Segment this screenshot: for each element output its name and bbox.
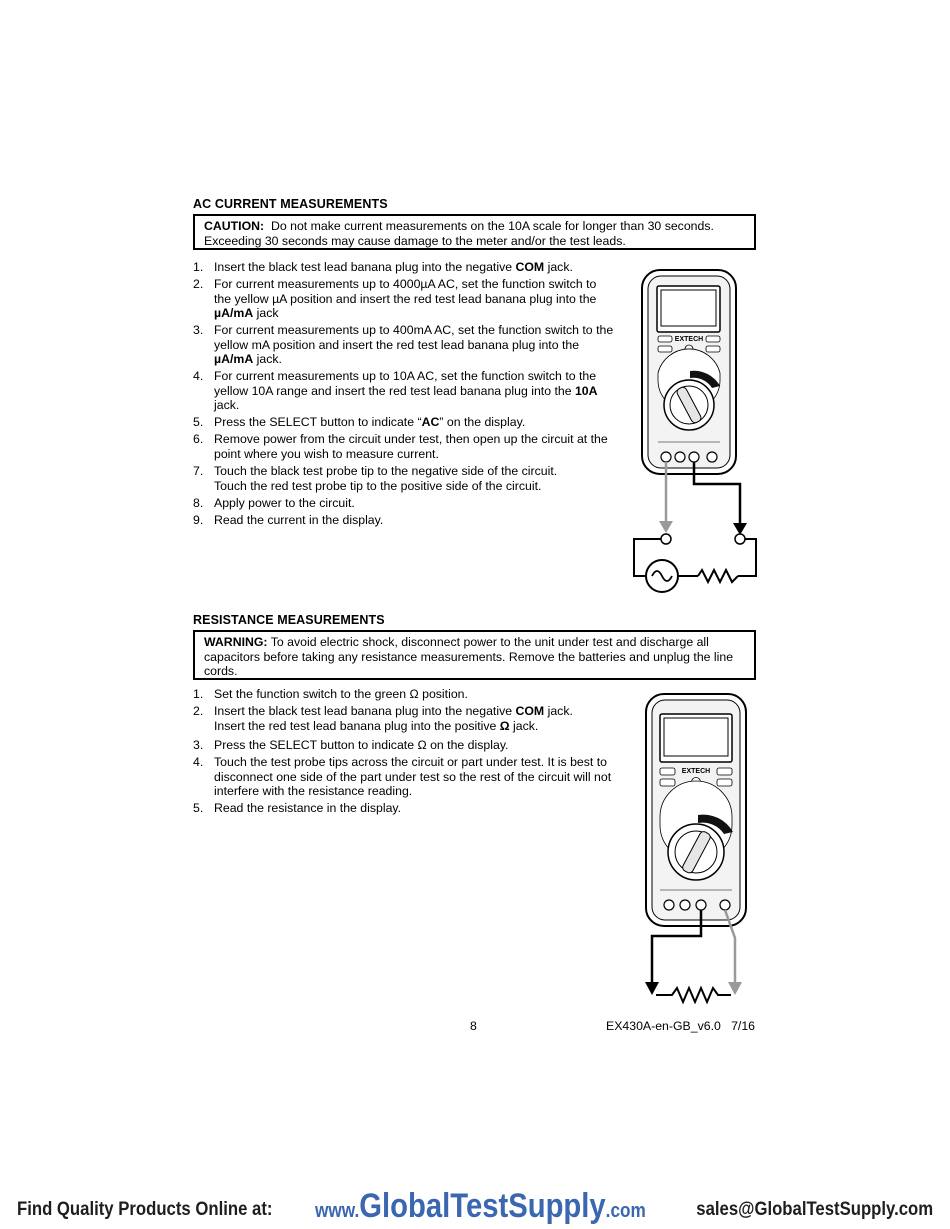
warning-label: WARNING: <box>204 635 268 649</box>
meter-brand-res: EXTECH <box>681 768 711 775</box>
resistor-symbol-res <box>656 988 731 1002</box>
step-number: 1. <box>193 260 204 274</box>
warning-text-3: cords. <box>204 664 238 678</box>
red-probe-arrow-ac <box>659 521 673 533</box>
step-text: Insert the black test lead banana plug into the negative COM jack. <box>214 260 573 274</box>
step-text: Read the resistance in the display. <box>214 801 402 815</box>
ac-meter-diagram <box>628 268 763 596</box>
step-text: Touch the test probe tips across the circuit or part under test. It is best to disconnect one side of the part under test so the rest of the circuit will not interfere with the resistance reading. <box>214 755 612 798</box>
page-number: 8 <box>470 1019 477 1033</box>
step-text: Touch the black test probe tip to the negative side of the circuit. Touch the red test probe tip to the positive side of the circuit. <box>214 464 558 493</box>
step-text: Set the function switch to the green Ω position. <box>214 687 468 701</box>
step-text: For current measurements up to 400mA AC, set the function switch to the yellow mA position and insert the red test lead banana plug into the µA/mA jack. <box>214 323 614 366</box>
step-number: 6. <box>193 432 204 446</box>
meter-brand-ac: EXTECH <box>674 336 704 343</box>
step-number: 1. <box>193 687 204 701</box>
probe-terminal-left <box>661 534 671 544</box>
step-text: Apply power to the circuit. <box>214 496 355 510</box>
resistor-symbol-ac <box>698 570 738 582</box>
ac-caution-box <box>193 214 756 250</box>
res-section-heading: RESISTANCE MEASUREMENTS <box>193 613 385 627</box>
step-text: For current measurements up to 10A AC, set the function switch to the yellow 10A range and insert the red test lead banana plug into the 10A jack. <box>214 369 598 412</box>
step-number: 5. <box>193 801 204 815</box>
black-probe-arrow-ac <box>733 523 747 535</box>
step-number: 2. <box>193 704 204 718</box>
multimeter-body-ac <box>642 270 736 474</box>
step-text: Press the SELECT button to indicate Ω on the display. <box>214 738 509 752</box>
step-number: 7. <box>193 464 204 478</box>
step-number: 8. <box>193 496 204 510</box>
probe-terminal-right <box>735 534 745 544</box>
url-suffix: .com <box>605 1200 646 1222</box>
warning-text-2: capacitors before taking any resistance measurements. Remove the batteries and unplug the line <box>204 649 734 664</box>
caution-text-1: Do not make current measurements on the 10A scale for longer than 30 seconds. <box>270 219 714 233</box>
step-text: Remove power from the circuit under test, then open up the circuit at the point where you wish to measure current. <box>214 432 608 461</box>
step-number: 4. <box>193 369 204 383</box>
step-number: 4. <box>193 755 204 769</box>
step-number: 3. <box>193 738 204 752</box>
caution-text-2: Exceeding 30 seconds may cause damage to the meter and/or the test leads. <box>204 233 626 248</box>
step-text: Insert the black test lead banana plug into the negative COM jack. Insert the red test lead banana plug into the positive Ω jack. <box>214 704 573 733</box>
multimeter-body-res <box>646 694 746 926</box>
caution-line-1 <box>204 219 745 234</box>
res-meter-diagram <box>632 692 762 1004</box>
step-text: Read the current in the display. <box>214 513 384 527</box>
red-probe-arrow-res <box>728 982 742 995</box>
black-probe-arrow-res <box>645 982 659 995</box>
step-text: For current measurements up to 4000µA AC, set the function switch to the yellow µA position and insert the red test lead banana plug into the µA/mA jack <box>214 277 597 320</box>
document-id: EX430A-en-GB_v6.0 7/16 <box>606 1019 756 1033</box>
footer-website-link[interactable] <box>315 1187 646 1226</box>
step-text: Press the SELECT button to indicate “AC” on the display. <box>214 415 526 429</box>
url-prefix: www. <box>315 1200 360 1222</box>
ac-steps-list <box>193 260 633 540</box>
res-warning-box <box>193 630 756 680</box>
step-number: 3. <box>193 323 204 337</box>
ac-section-heading: AC CURRENT MEASUREMENTS <box>193 197 388 211</box>
step-number: 5. <box>193 415 204 429</box>
res-steps-list <box>193 687 633 827</box>
footer-email-link[interactable]: sales@GlobalTestSupply.com <box>696 1199 933 1220</box>
warning-line-1 <box>204 635 745 650</box>
footer-tagline: Find Quality Products Online at: <box>17 1199 273 1220</box>
step-number: 9. <box>193 513 204 527</box>
step-number: 2. <box>193 277 204 291</box>
url-main: GlobalTestSupply <box>359 1187 606 1225</box>
caution-label: CAUTION: <box>204 219 265 233</box>
warning-text-1: To avoid electric shock, disconnect power to the unit under test and discharge all <box>270 635 709 649</box>
